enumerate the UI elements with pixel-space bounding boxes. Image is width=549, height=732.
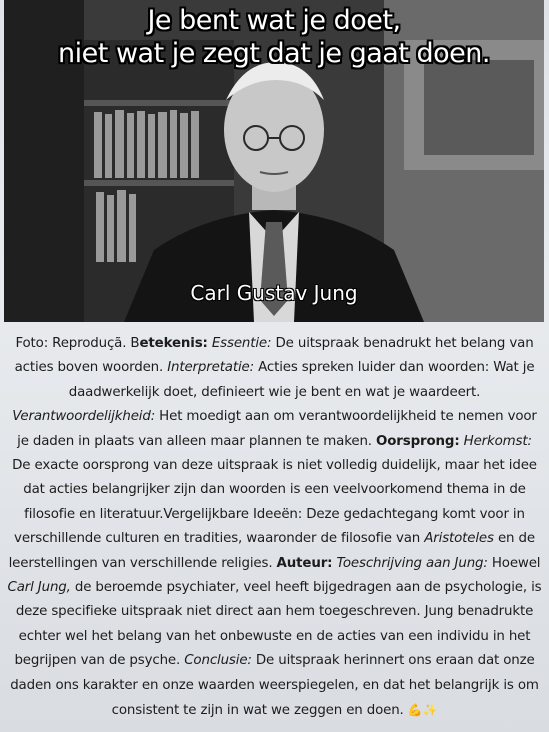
author-name: Carl Gustav Jung (190, 281, 358, 305)
caption-italic: Interpretatie: (167, 360, 254, 376)
caption-part: en de leerstellingen van verschillende religies. (8, 531, 535, 571)
caption-part: Hoewel (487, 555, 541, 571)
quote-line-1: Je bent wat je doet, (147, 5, 401, 36)
caption-part: Het moedigt aan om verantwoordelijkheid te nemen voor je daden in plaats van alleen maar plannen te maken. (17, 409, 537, 449)
caption-text (6, 332, 543, 724)
quote-text (4, 4, 544, 70)
caption-bold: Oorsprong: (376, 433, 460, 449)
caption-part: De uitspraak benadrukt het belang van acties boven woorden. (14, 336, 534, 376)
portrait-photo (4, 0, 544, 322)
quote-line-2: niet wat je zegt dat je gaat doen. (58, 38, 490, 69)
caption-italic: Herkomst: (463, 433, 532, 449)
caption-bold: Auteur: (276, 555, 333, 571)
caption-part: De exacte oorsprong van deze uitspraak is niet volledig duidelijk, maar het idee dat acties belangrijker zijn dan woorden is een veelvoorkomend thema in de filosofie en literatuur.Vergelijkbare Ideeën: Deze gedachtegang komt voor in verschillende culturen en tradities, waaronder de filosofie van (12, 458, 537, 547)
caption-part: Foto: Reproduçã. B (15, 336, 140, 351)
caption-part: De uitspraak herinnert ons eraan dat onze daden ons karakter en onze waarden weerspiegelen, en dat het belangrijk is om consistent te zijn in wat we zeggen en doen. (10, 653, 539, 719)
muscle-sparkles-emoji-icon: 💪✨ (407, 703, 438, 718)
caption-italic: Toeschrijving aan Jung: (336, 555, 488, 571)
caption-part: de beroemde psychiater, veel heeft bijgedragen aan de psychologie, is deze specifieke uitspraak niet direct aan hem toegeschreven. Jung benadrukte echter wel het belang van het onbewuste en de acties van een individu in het begrijpen van de psyche. (14, 580, 542, 669)
caption-italic: Verantwoordelijkheid: (12, 409, 156, 425)
caption-part: Acties spreken luider dan woorden: Wat je daadwerkelijk doet, definieert wie je bent en wat je waardeert. (68, 360, 535, 400)
caption-italic: Aristoteles (424, 531, 494, 547)
caption-italic: Carl Jung, (7, 580, 71, 596)
caption-bold: etekenis: (139, 336, 208, 351)
caption-italic: Conclusie: (184, 653, 252, 669)
caption-italic: Essentie: (211, 336, 272, 351)
